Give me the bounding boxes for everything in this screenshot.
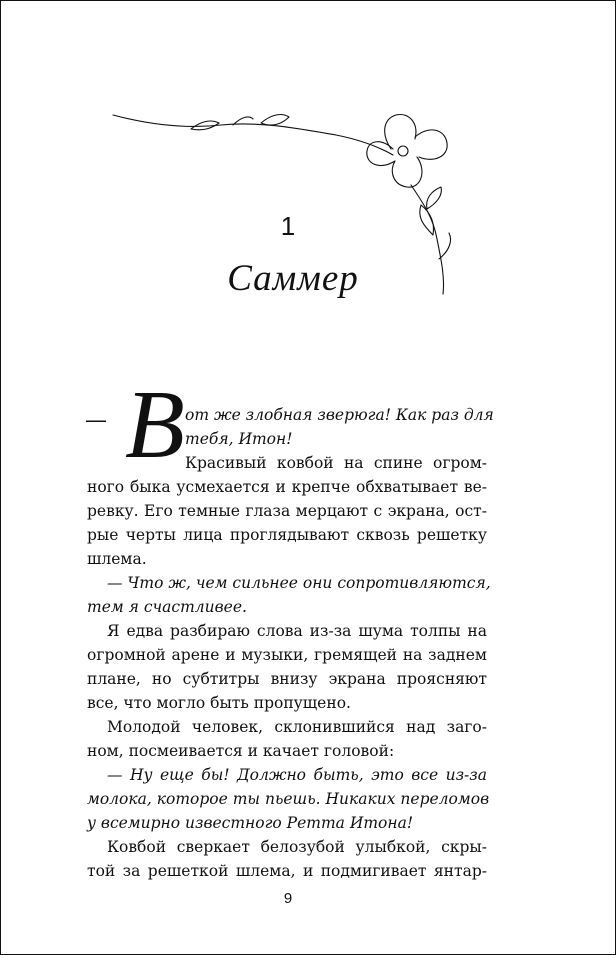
text-line: все, что могло быть пропущено. — [87, 694, 351, 712]
text-line: плане, но субтитры внизу экрана проясняют — [87, 670, 487, 688]
text-line: у всемирно известного Ретта Итона! — [87, 814, 414, 832]
text-line: ного быка усмехается и крепче обхватывает ве- — [87, 478, 487, 496]
text-line: Я едва разбираю слова из-за шума толпы на — [107, 622, 487, 640]
text-line: шлема. — [87, 550, 147, 568]
text-line: тем я счастливее. — [87, 598, 247, 616]
text-line: ном, посмеивается и качает головой: — [87, 742, 395, 760]
text-line: — Ну еще бы! Должно быть, это все из-за — [107, 766, 487, 784]
text-line: ревку. Его темные глаза мерцают с экрана, ост- — [87, 502, 487, 520]
dropcap-letter: В — [125, 371, 185, 479]
text-line: тебя, Итон! — [185, 430, 293, 448]
text-line: Молодой человек, склонившийся над заго- — [107, 718, 487, 736]
page-number: 9 — [283, 890, 293, 907]
text-line: той за решеткой шлема, и подмигивает янтар- — [87, 862, 487, 880]
text-line: Ковбой сверкает белозубой улыбкой, скры- — [107, 838, 487, 856]
dropcap-dash: — — [85, 408, 107, 433]
text-line: — Что ж, чем сильнее они сопротивляются, — [107, 574, 491, 592]
chapter-number: 1 — [280, 211, 296, 241]
text-line: Красивый ковбой на спине огром- — [185, 454, 487, 472]
text-line: от же злобная зверюга! Как раз для — [185, 406, 494, 424]
chapter-title: Саммер — [227, 258, 359, 299]
text-line: молока, которое ты пьешь. Никаких переломов — [87, 790, 490, 808]
text-line: огромной арене и музыки, гремящей на заднем — [87, 646, 487, 664]
text-line: рые черты лица проглядывают сквозь решетку — [87, 526, 487, 544]
